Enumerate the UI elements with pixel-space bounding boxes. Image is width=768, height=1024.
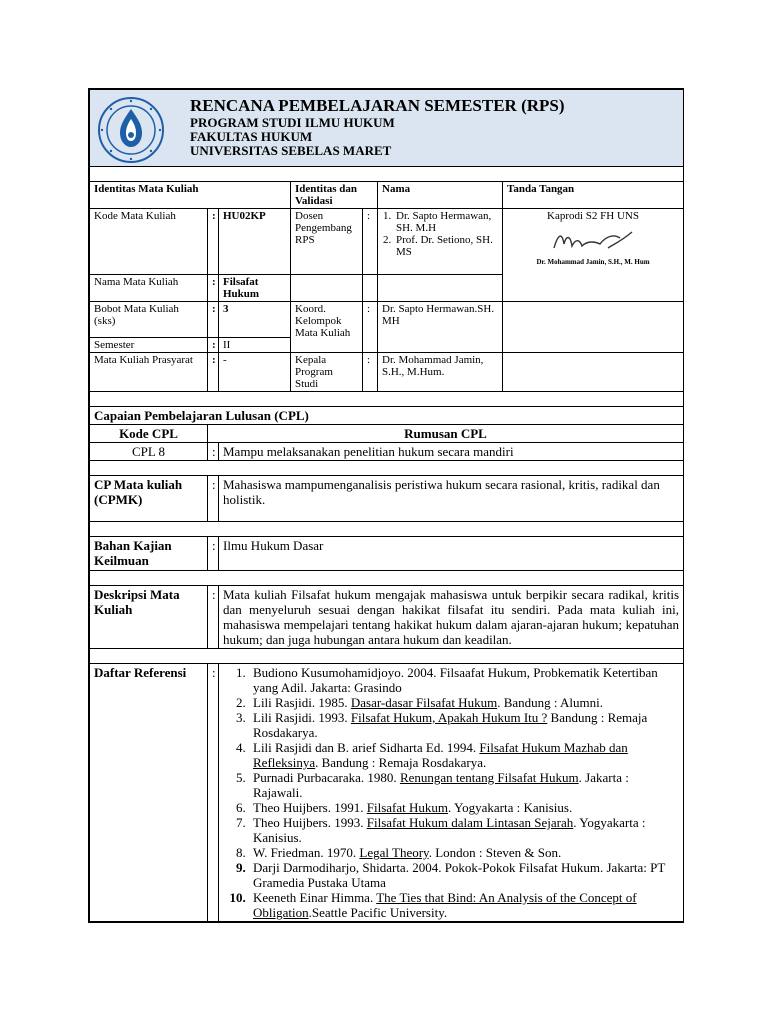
nama-mk-label: Nama Mata Kuliah xyxy=(90,275,208,302)
colon: : xyxy=(208,443,219,461)
bahan-kajian-label: Bahan Kajian Keilmuan xyxy=(90,537,208,571)
semester-value: II xyxy=(219,338,291,353)
bobot-value: 3 xyxy=(219,302,291,338)
bobot-label: Bobot Mata Kuliah (sks) xyxy=(90,302,208,338)
document-title: RENCANA PEMBELAJARAN SEMESTER (RPS) xyxy=(190,96,565,115)
colon: : xyxy=(208,664,219,922)
referensi-title: Legal Theory xyxy=(359,845,429,860)
cpl-section-title: Capaian Pembelajaran Lulusan (CPL) xyxy=(90,407,684,425)
dosen-name: 2. Prof. Dr. Setiono, SH. MS xyxy=(394,234,498,258)
cpl-rumusan: Mampu melaksanakan penelitian hukum secara mandiri xyxy=(219,443,684,461)
colon: : xyxy=(208,537,219,571)
cpl-code: CPL 8 xyxy=(90,443,208,461)
cpmk-text: Mahasiswa mampumenganalisis peristiwa hukum secara rasional, kritis, radikal dan holistik. xyxy=(219,476,684,522)
referensi-item: 9. Darji Darmodiharjo, Shidarta. 2004. Pokok-Pokok Filsafat Hukum. Jakarta: PT Gramedia Pustaka Utama xyxy=(249,860,679,890)
referensi-item: 4. Lili Rasjidi dan B. arief Sidharta Ed. 1994. Filsafat Hukum Mazhab dan Refleksinya. Bandung : Remaja Rosdakarya. xyxy=(249,740,679,770)
colon: : xyxy=(208,353,219,392)
referensi-item: 5. Purnadi Purbacaraka. 1980. Renungan tentang Filsafat Hukum. Jakarta : Rajawali. xyxy=(249,770,679,800)
rps-table xyxy=(89,89,684,922)
referensi-title: The Ties that Bind: An Analysis of the Concept of Obligation xyxy=(253,890,637,920)
deskripsi-label: Deskripsi Mata Kuliah xyxy=(90,586,208,649)
nama-header: Nama xyxy=(378,182,503,209)
colon: : xyxy=(208,476,219,522)
referensi-title: Dasar-dasar Filsafat Hukum xyxy=(350,695,498,710)
referensi-item: 6. Theo Huijbers. 1991. Filsafat Hukum. Yogyakarta : Kanisius. xyxy=(249,800,679,815)
colon: : xyxy=(208,209,219,275)
faculty-name: FAKULTAS HUKUM xyxy=(190,129,313,144)
referensi-item: 1. Budiono Kusumohamidjoyo. 2004. Filsaafat Hukum, Probkematik Ketertiban yang Adil. Jakarta: Grasindo xyxy=(249,665,679,695)
kode-mk-label: Kode Mata Kuliah xyxy=(90,209,208,275)
semester-label: Semester xyxy=(90,338,208,353)
kaprodi-label: Kaprodi S2 FH UNS xyxy=(547,210,639,222)
kepala-label: Kepala Program Studi xyxy=(291,353,363,392)
referensi-title: Filsafat Hukum Mazhab dan Refleksinya xyxy=(253,740,628,770)
colon: : xyxy=(208,586,219,649)
referensi-label: Daftar Referensi xyxy=(90,664,208,922)
referensi-list xyxy=(223,665,679,920)
nama-mk-value: Filsafat Hukum xyxy=(219,275,291,302)
signature-cell xyxy=(503,209,684,302)
identitas-validasi-header: Identitas dan Validasi xyxy=(291,182,378,209)
referensi-title: Filsafat Hukum dalam Lintasan Sejarah xyxy=(366,815,574,830)
referensi-title: Renungan tentang Filsafat Hukum xyxy=(399,770,579,785)
referensi-item: 7. Theo Huijbers. 1993. Filsafat Hukum dalam Lintasan Sejarah. Yogyakarta : Kanisius. xyxy=(249,815,679,845)
dosen-pengembang-label: Dosen Pengembang RPS xyxy=(291,209,363,275)
cpmk-label: CP Mata kuliah (CPMK) xyxy=(90,476,208,522)
referensi-title: Filsafat Hukum xyxy=(366,800,448,815)
koord-name: Dr. Sapto Hermawan.SH. MH xyxy=(378,302,503,353)
referensi-item: 10. Keeneth Einar Himma. The Ties that Bind: An Analysis of the Concept of Obligation.Seattle Pacific University. xyxy=(249,890,679,920)
deskripsi-text: Mata kuliah Filsafat hukum mengajak mahasiswa untuk berpikir secara radikal, kritis dan menyeluruh sesuai dengan hakikat filsafat itu sendiri. Pada mata kuliah ini, mahasiswa mempelajari tentang hakikat hukum dalam ajaran-ajaran hukum; kepatuhan hukum; dan juga hubungan antara hukum dan keadilan. xyxy=(219,586,684,649)
dosen-name: 1. Dr. Sapto Hermawan, SH. M.H xyxy=(394,210,498,234)
referensi-item: 2. Lili Rasjidi. 1985. Dasar-dasar Filsafat Hukum. Bandung : Alumni. xyxy=(249,695,679,710)
dosen-names-cell xyxy=(378,209,503,275)
university-seal-icon xyxy=(96,95,166,165)
signature-icon xyxy=(548,226,638,256)
prasyarat-label: Mata Kuliah Prasyarat xyxy=(90,353,208,392)
kepala-name: Dr. Mohammad Jamin, S.H., M.Hum. xyxy=(378,353,503,392)
program-name: PROGRAM STUDI ILMU HUKUM xyxy=(190,115,395,130)
koord-label: Koord. Kelompok Mata Kuliah xyxy=(291,302,363,353)
university-name: UNIVERSITAS SEBELAS MARET xyxy=(190,143,392,158)
rumusan-cpl-header: Rumusan CPL xyxy=(208,425,684,443)
bahan-kajian-text: Ilmu Hukum Dasar xyxy=(219,537,684,571)
colon: : xyxy=(208,302,219,338)
rps-document xyxy=(88,88,684,923)
kode-cpl-header: Kode CPL xyxy=(90,425,208,443)
prasyarat-value: - xyxy=(219,353,291,392)
signatory-name: Dr. Mohammad Jamin, S.H., M. Hum xyxy=(536,258,650,266)
colon: : xyxy=(363,353,378,392)
colon: : xyxy=(208,275,219,302)
referensi-item: 3. Lili Rasjidi. 1993. Filsafat Hukum, Apakah Hukum Itu ? Bandung : Remaja Rosdakarya. xyxy=(249,710,679,740)
colon: : xyxy=(363,302,378,353)
colon: : xyxy=(363,209,378,275)
colon: : xyxy=(208,338,219,353)
header-section xyxy=(90,90,684,167)
referensi-list-cell xyxy=(219,664,684,922)
referensi-title: Filsafat Hukum, Apakah Hukum Itu ? xyxy=(350,710,548,725)
referensi-item: 8. W. Friedman. 1970. Legal Theory. London : Steven & Son. xyxy=(249,845,679,860)
kode-mk-value: HU02KP xyxy=(219,209,291,275)
tanda-tangan-header: Tanda Tangan xyxy=(503,182,684,209)
identitas-mk-header: Identitas Mata Kuliah xyxy=(90,182,291,209)
